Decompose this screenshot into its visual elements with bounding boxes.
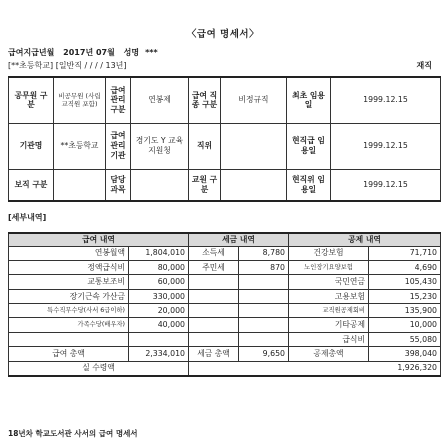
detail-section-label: [세부내역] xyxy=(8,213,47,222)
pay-item-label: 교통보조비 xyxy=(9,275,129,289)
info-row-2 xyxy=(9,123,441,169)
pay-job-type-value: 비정규직 xyxy=(221,77,287,123)
subject-value xyxy=(131,169,189,201)
subject-label: 담당 과목 xyxy=(106,169,131,201)
info-row-3 xyxy=(9,169,441,201)
institution-value: **초등학교 xyxy=(54,123,106,169)
pay-item-value: 20,000 xyxy=(129,304,189,318)
period-label: 급여지급년월 xyxy=(8,48,55,57)
tax-item-value xyxy=(239,289,289,303)
pay-total-label: 급여 총액 xyxy=(9,347,129,361)
first-appointment-value: 1999.12.15 xyxy=(331,77,441,123)
assignment-type-value xyxy=(54,169,106,201)
deduction-total-label: 공제총액 xyxy=(289,347,369,361)
institution-label: 기관명 xyxy=(9,123,54,169)
pay-detail-table xyxy=(8,232,441,377)
deduction-item-value: 10,000 xyxy=(369,318,441,332)
deduction-item-value: 15,230 xyxy=(369,289,441,303)
teacher-type-value xyxy=(221,169,287,201)
deduction-total-value: 398,040 xyxy=(369,347,441,361)
deduction-item-value: 135,900 xyxy=(369,304,441,318)
tax-item-value xyxy=(239,318,289,332)
pay-management-type-label: 급여 관리 구분 xyxy=(106,77,131,123)
pay-item-label: 정액급식비 xyxy=(9,260,129,274)
deduction-item-value: 4,690 xyxy=(369,260,441,274)
table-row xyxy=(9,260,441,274)
tax-item-label xyxy=(189,318,239,332)
current-grade-appointment-value: 1999.12.15 xyxy=(331,123,441,169)
tax-item-label xyxy=(189,289,239,303)
net-pay-row xyxy=(9,361,441,375)
teacher-type-label: 교원 구분 xyxy=(189,169,221,201)
organization-line: [**초등학교] [일반직 / / / / 13년] xyxy=(8,61,127,70)
pay-item-value xyxy=(129,332,189,346)
document-title: 〈급여 명세서〉 xyxy=(186,29,260,40)
deduction-item-label: 급식비 xyxy=(289,332,369,346)
name-value: *** xyxy=(145,48,158,57)
employment-status: 재직 xyxy=(416,61,432,70)
period-value: 2017년 07월 xyxy=(63,48,115,57)
pay-item-value: 330,000 xyxy=(129,289,189,303)
table-row xyxy=(9,289,441,303)
tax-total-label: 세금 총액 xyxy=(189,347,239,361)
tax-item-label xyxy=(189,332,239,346)
pay-management-org-value: 경기도 Y 교육지원청 xyxy=(131,123,189,169)
deduction-item-label: 고용보험 xyxy=(289,289,369,303)
pay-item-label: 연봉월액 xyxy=(9,246,129,260)
pay-item-value: 40,000 xyxy=(129,318,189,332)
tax-item-value xyxy=(239,275,289,289)
pay-job-type-label: 급여 직종 구분 xyxy=(189,77,221,123)
pay-item-label: 특수직무수당(사서 6급이하) xyxy=(9,304,129,318)
employee-info-table xyxy=(8,76,441,202)
deduction-item-value: 105,430 xyxy=(369,275,441,289)
table-row xyxy=(9,246,441,260)
tax-total-value: 9,650 xyxy=(239,347,289,361)
first-appointment-label: 최초 임용일 xyxy=(287,77,331,123)
current-grade-appointment-label: 현직급 임용일 xyxy=(287,123,331,169)
name-label: 성명 xyxy=(123,48,140,57)
tax-section-header: 세금 내역 xyxy=(189,233,289,246)
pay-header-row xyxy=(9,233,441,246)
tax-item-value: 8,780 xyxy=(239,246,289,260)
pay-management-type-value: 연봉제 xyxy=(131,77,189,123)
net-pay-label: 실 수령액 xyxy=(9,361,189,375)
deduction-item-label: 건강보험 xyxy=(289,246,369,260)
table-row xyxy=(9,318,441,332)
civil-servant-type-label: 공무원 구분 xyxy=(9,77,54,123)
pay-item-value: 80,000 xyxy=(129,260,189,274)
table-row xyxy=(9,332,441,346)
tax-item-label xyxy=(189,275,239,289)
table-row xyxy=(9,304,441,318)
tax-item-label: 소득세 xyxy=(189,246,239,260)
deduction-item-label: 기타공제 xyxy=(289,318,369,332)
position-label: 직위 xyxy=(189,123,221,169)
pay-item-label: 가족수당(배우자) xyxy=(9,318,129,332)
pay-item-label: 장기근속 가산금 xyxy=(9,289,129,303)
pay-section-header: 급여 내역 xyxy=(9,233,189,246)
deduction-item-label: 노인장기요양보험 xyxy=(289,260,369,274)
assignment-type-label: 보직 구분 xyxy=(9,169,54,201)
deduction-item-label: 교직원공제회비 xyxy=(289,304,369,318)
pay-item-label xyxy=(9,332,129,346)
current-position-appointment-value: 1999.12.15 xyxy=(331,169,441,201)
position-value xyxy=(221,123,287,169)
deduction-section-header: 공제 내역 xyxy=(289,233,441,246)
pay-item-value: 1,804,010 xyxy=(129,246,189,260)
net-pay-value: 1,926,320 xyxy=(189,361,441,375)
deduction-item-value: 71,710 xyxy=(369,246,441,260)
tax-item-label: 주민세 xyxy=(189,260,239,274)
table-row xyxy=(9,275,441,289)
period-line xyxy=(8,47,164,58)
pay-management-org-label: 급여 관리 기관 xyxy=(106,123,131,169)
deduction-item-value: 55,080 xyxy=(369,332,441,346)
pay-item-value: 60,000 xyxy=(129,275,189,289)
current-position-appointment-label: 현직위 임용일 xyxy=(287,169,331,201)
tax-item-label xyxy=(189,304,239,318)
civil-servant-type-value: 비공무원 (사립교직원 포함) xyxy=(54,77,106,123)
document-footer-caption: 18년차 학교도서관 사서의 급여 명세서 xyxy=(8,429,138,438)
pay-total-value: 2,334,010 xyxy=(129,347,189,361)
info-row-1 xyxy=(9,77,441,123)
totals-row xyxy=(9,347,441,361)
tax-item-value xyxy=(239,332,289,346)
tax-item-value: 870 xyxy=(239,260,289,274)
deduction-item-label: 국민연금 xyxy=(289,275,369,289)
tax-item-value xyxy=(239,304,289,318)
